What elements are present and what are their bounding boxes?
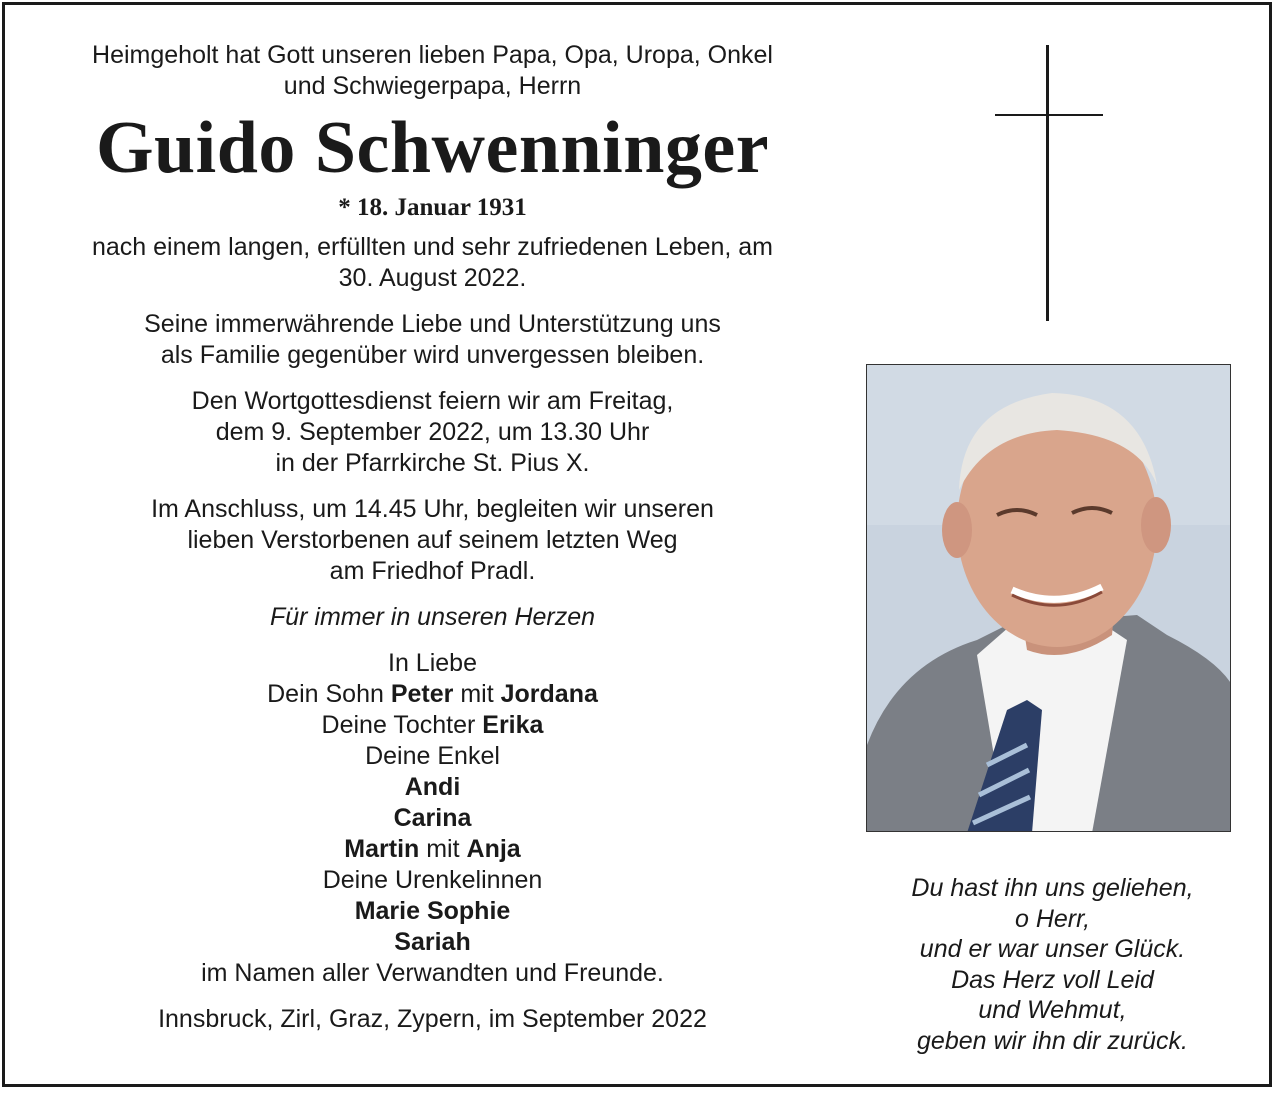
- place-date-line: Innsbruck, Zirl, Graz, Zypern, im September 2022: [158, 1005, 707, 1033]
- grandchild-martin-line: Martin mit Anja: [344, 835, 521, 863]
- burial-details: Im Anschluss, um 14.45 Uhr, begleiten wir unseren lieben Verstorbenen auf seinem letzten Weg am Friedhof Pradl.: [151, 495, 714, 585]
- love-statement: Seine immerwährende Liebe und Unterstützung uns als Familie gegenüber wird unvergessen bleiben.: [144, 310, 721, 369]
- death-notice: nach einem langen, erfüllten und sehr zufriedenen Leben, am 30. August 2022.: [91, 233, 774, 292]
- in-love-line: In Liebe: [388, 649, 477, 677]
- portrait-photo: [866, 364, 1231, 832]
- birth-date: * 18. Januar 1931: [338, 194, 527, 221]
- son-line: Dein Sohn Peter mit Jordana: [267, 680, 598, 708]
- service-details: Den Wortgottesdienst feiern wir am Freitag, dem 9. September 2022, um 13.30 Uhr in der Pfarrkirche St. Pius X.: [191, 387, 674, 477]
- verse: Du hast ihn uns geliehen, o Herr, und er war unser Glück. Das Herz voll Leid und Wehmut, geben wir ihn dir zurück.: [911, 874, 1194, 1055]
- forever-line: Für immer in unseren Herzen: [269, 603, 596, 631]
- cross-bar: [995, 114, 1103, 116]
- portrait-illustration: [867, 365, 1231, 832]
- daughter-line: Deine Tochter Erika: [321, 711, 544, 739]
- deceased-name: Guido Schwenninger: [95, 107, 770, 189]
- family-list: Dein Sohn Peter mit Jordana Deine Tochter Erika Deine Enkel Andi Carina Martin mit Anja Deine Urenkelinnen Marie Sophie Sariah im Namen aller Verwandten und Freunde.: [40, 679, 825, 989]
- obituary-main-text: [40, 40, 825, 1035]
- cross-icon: [1046, 45, 1049, 321]
- intro-text: Heimgeholt hat Gott unseren lieben Papa, Opa, Uropa, Onkel und Schwiegerpapa, Herrn: [92, 41, 773, 100]
